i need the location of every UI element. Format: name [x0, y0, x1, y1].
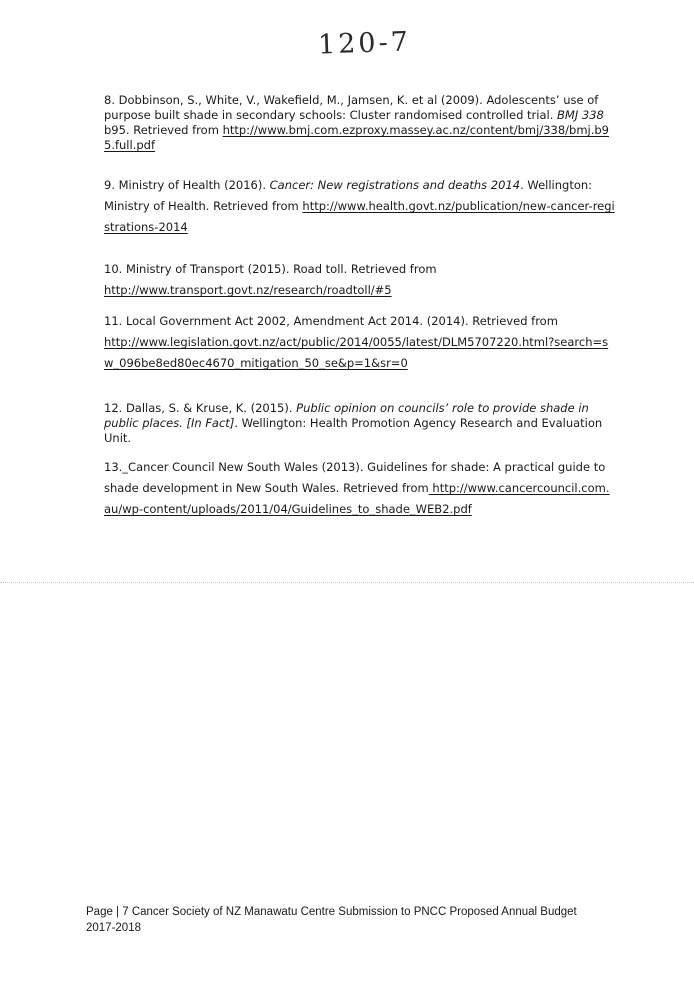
- reference-text: 10. Ministry of Transport (2015). Road toll. Retrieved from: [104, 262, 437, 276]
- reference-text: 8. Dobbinson, S., White, V., Wakefield, M., Jamsen, K. et al (2009). Adolescents’ use of purpose built shade in secondary schools: Cluster randomised controlled trial.: [104, 93, 599, 122]
- reference-link[interactable]: http://www.legislation.govt.nz/act/public/2014/0055/latest/DLM5707220.html?search=sw_096be8ed80ec4670_mitigation_50_se&p=1&sr=0: [104, 335, 609, 370]
- reference-11: [104, 311, 616, 374]
- reference-journal: BMJ 338: [557, 108, 604, 122]
- reference-12: [104, 401, 616, 446]
- scan-artifact-line: [0, 582, 694, 583]
- reference-10: [104, 259, 616, 301]
- reference-9: [104, 175, 616, 238]
- reference-text: 9. Ministry of Health (2016).: [104, 178, 270, 192]
- reference-13: [104, 457, 616, 520]
- reference-link[interactable]: http://www.bmj.com.ezproxy.massey.ac.nz/content/bmj/338/bmj.b95.full.pdf: [104, 123, 609, 152]
- reference-text: 12. Dallas, S. & Kruse, K. (2015).: [104, 401, 297, 415]
- handwritten-page-number: 120-7: [317, 26, 412, 61]
- reference-title: Cancer: New registrations and deaths 2014: [269, 178, 521, 192]
- reference-link[interactable]: http://www.health.govt.nz/publication/new-cancer-registrations-2014: [104, 199, 615, 234]
- reference-title: Public opinion on councils’ role to provide shade in public places. [In Fact]: [104, 401, 589, 430]
- reference-8: [104, 93, 616, 153]
- reference-text: b95. Retrieved from: [104, 123, 223, 137]
- reference-text: . Wellington: Health Promotion Agency Research and Evaluation Unit.: [104, 416, 603, 445]
- page-footer: Page | 7 Cancer Society of NZ Manawatu Centre Submission to PNCC Proposed Annual Budget 2017-2018: [86, 906, 577, 934]
- reference-text: 13._Cancer Council New South Wales (2013). Guidelines for shade: A practical guide to shade development in New South Wales. Retrieved from: [104, 460, 606, 495]
- reference-link[interactable]: http://www.cancercouncil.com.au/wp-content/uploads/2011/04/Guidelines_to_shade_WEB2.pdf: [104, 481, 610, 516]
- reference-text: 11. Local Government Act 2002, Amendment Act 2014. (2014). Retrieved from: [104, 314, 558, 328]
- reference-text: . Wellington: Ministry of Health. Retrieved from: [104, 178, 593, 213]
- reference-link[interactable]: http://www.transport.govt.nz/research/roadtoll/#5: [104, 283, 392, 297]
